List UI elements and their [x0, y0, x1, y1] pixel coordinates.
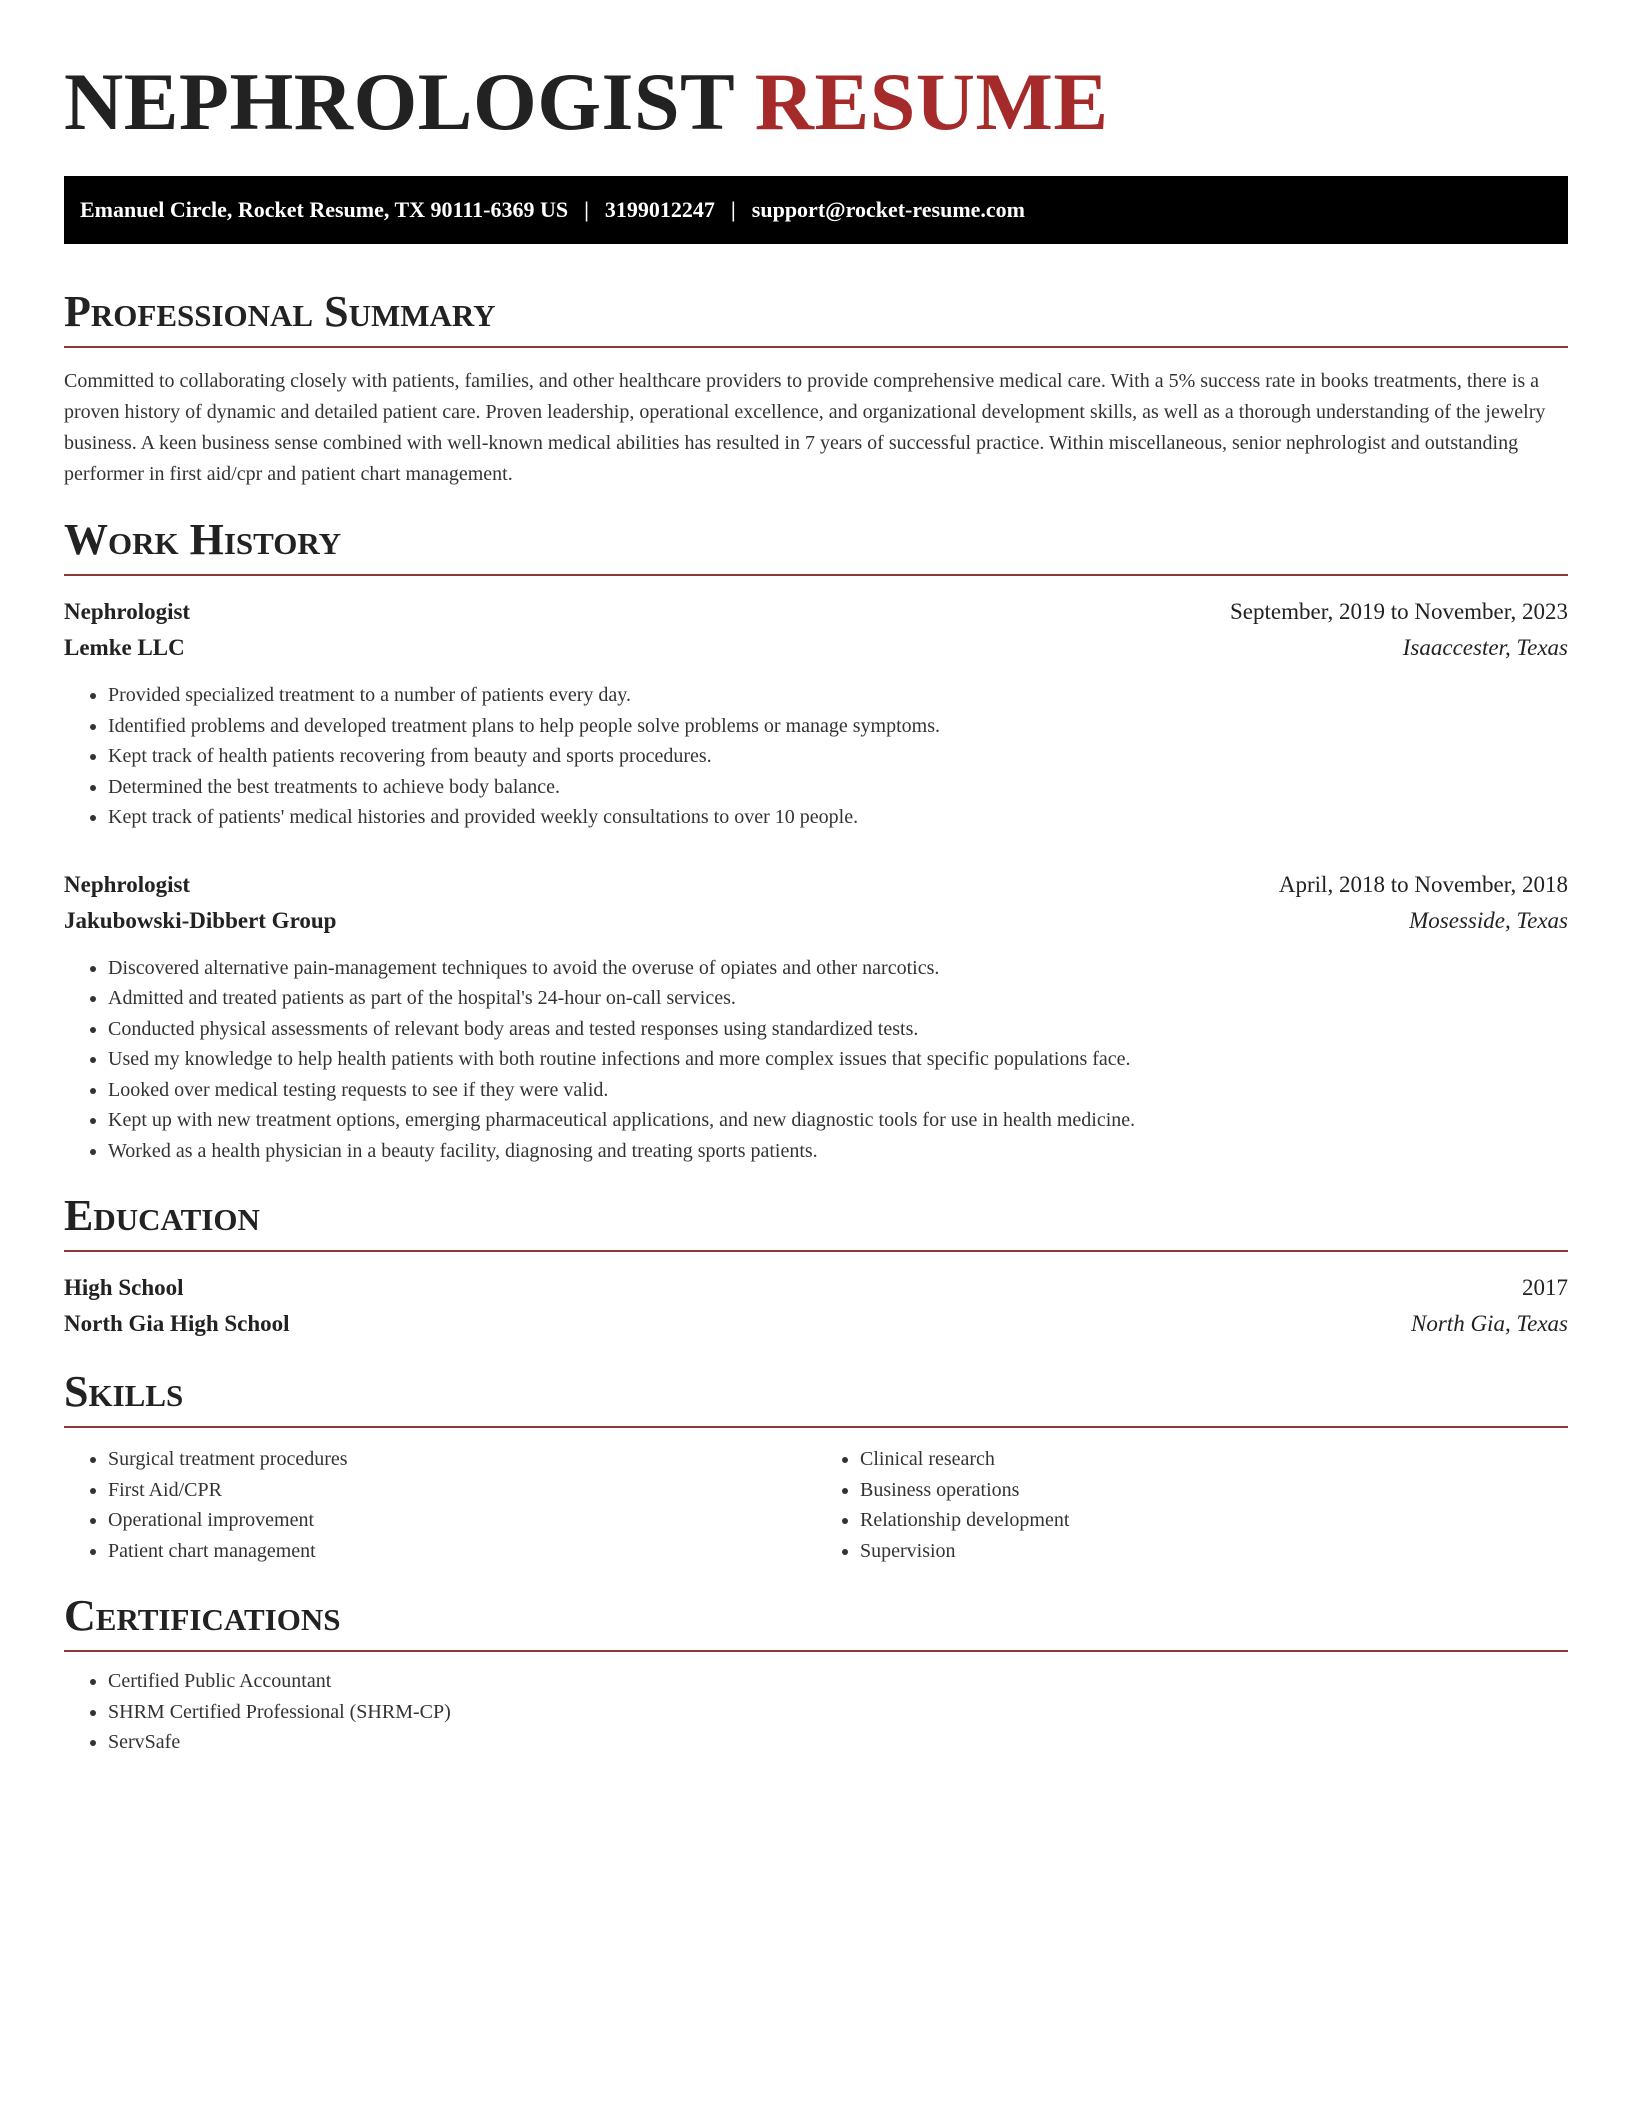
list-item: • Business operations: [860, 1475, 1568, 1506]
summary-text: Committed to collaborating closely with patients, families, and other healthcare providers to provide comprehensive medical care. With a 5% success rate in books treatments, there is a proven history of dynamic and detailed patient care. Proven leadership, operational excellence, and organizational development skills, as well as a thorough understanding of the jewelry business. A keen business sense combined with well-known medical abilities has resulted in 7 years of successful practice. Within miscellaneous, senior nephrologist and outstanding performer in first aid/cpr and patient chart management.: [64, 370, 1546, 485]
skills-grid: [64, 1444, 1568, 1566]
skills-list-right: [816, 1444, 1568, 1566]
section-divider: [64, 1250, 1568, 1252]
list-item: • Surgical treatment procedures: [108, 1444, 816, 1475]
job-company-row: [64, 903, 1568, 939]
job-location: Isaaccester, Texas: [1402, 635, 1568, 660]
work-history-heading: Work History: [64, 515, 342, 564]
list-item: • Kept track of health patients recovering from beauty and sports procedures.: [108, 741, 1568, 772]
contact-email: support@rocket-resume.com: [751, 197, 1025, 222]
list-item: • Operational improvement: [108, 1505, 816, 1536]
education-location: North Gia, Texas: [1411, 1311, 1568, 1336]
skills-list-left: [64, 1444, 816, 1566]
job-title: Nephrologist: [64, 871, 191, 897]
job-duties: [64, 953, 1568, 1167]
contact-separator: |: [584, 197, 589, 222]
list-item: • Used my knowledge to help health patients with both routine infections and more complex issues that specific populations face.: [108, 1044, 1568, 1075]
education-heading: Education: [64, 1191, 260, 1240]
section-divider: [64, 1426, 1568, 1428]
job-title: Nephrologist: [64, 599, 191, 624]
contact-address: Emanuel Circle, Rocket Resume, TX 90111-6369 US: [80, 197, 569, 222]
section-divider: [64, 346, 1568, 348]
education-year: 2017: [1522, 1275, 1568, 1300]
contact-separator: |: [730, 197, 736, 222]
list-item: • Clinical research: [860, 1444, 1568, 1475]
summary-section: [64, 288, 1568, 490]
list-item: • Discovered alternative pain-management techniques to avoid the overuse of opiates and other narcotics.: [108, 953, 1568, 984]
job-title-row: [64, 594, 1568, 630]
list-item: • ServSafe: [108, 1727, 1568, 1758]
list-item: • Conducted physical assessments of relevant body areas and tested responses using standardized tests.: [108, 1014, 1568, 1045]
certifications-heading: Certifications: [64, 1591, 341, 1640]
list-item: • Certified Public Accountant: [108, 1666, 1568, 1697]
list-item: • Provided specialized treatment to a number of patients every day.: [108, 680, 1568, 711]
section-divider: [64, 574, 1568, 576]
list-item: • Admitted and treated patients as part of the hospital's 24-hour on-call services.: [108, 983, 1568, 1014]
skills-section: [64, 1368, 1568, 1566]
list-item: • SHRM Certified Professional (SHRM-CP): [108, 1697, 1568, 1728]
list-item: • Identified problems and developed treatment plans to help people solve problems or manage symptoms.: [108, 711, 1568, 742]
title-accent: RESUME: [754, 56, 1109, 147]
list-item: • Kept up with new treatment options, emerging pharmaceutical applications, and new diagnostic tools for use in health medicine.: [108, 1105, 1568, 1136]
list-item: • Relationship development: [860, 1505, 1568, 1536]
list-item: • First Aid/CPR: [108, 1475, 816, 1506]
job-company: Jakubowski-Dibbert Group: [64, 907, 337, 933]
list-item: • Determined the best treatments to achieve body balance.: [108, 772, 1568, 803]
job-entry: [64, 594, 1568, 833]
job-dates: April, 2018 to November, 2018: [1278, 871, 1568, 897]
job-duties: [64, 680, 1568, 833]
resume-title: [64, 52, 1568, 152]
job-company-row: [64, 630, 1568, 666]
list-item: • Kept track of patients' medical histories and provided weekly consultations to over 10 people.: [108, 802, 1568, 833]
education-school-row: [64, 1306, 1568, 1342]
job-location: Mosesside, Texas: [1409, 907, 1568, 933]
list-item: • Patient chart management: [108, 1536, 816, 1567]
education-entry: [64, 1270, 1568, 1342]
education-degree-row: [64, 1270, 1568, 1306]
job-company: Lemke LLC: [64, 635, 185, 660]
job-title-row: [64, 867, 1568, 903]
contact-phone: 3199012247: [604, 197, 715, 222]
job-dates: September, 2019 to November, 2023: [1230, 599, 1568, 624]
work-history-section: [64, 516, 1568, 1166]
list-item: • Looked over medical testing requests to see if they were valid.: [108, 1075, 1568, 1106]
certifications-section: [64, 1592, 1568, 1758]
skills-heading: Skills: [64, 1367, 184, 1416]
list-item: • Worked as a health physician in a beauty facility, diagnosing and treating sports patients.: [108, 1136, 1568, 1167]
list-item: • Supervision: [860, 1536, 1568, 1567]
summary-heading: Professional Summary: [64, 287, 496, 336]
certifications-list: [64, 1666, 1568, 1758]
job-entry: [64, 867, 1568, 1167]
education-section: [64, 1192, 1568, 1342]
education-degree: High School: [64, 1275, 184, 1300]
section-divider: [64, 1650, 1568, 1652]
contact-bar: [64, 176, 1568, 244]
title-main: NEPHROLOGIST: [64, 56, 734, 147]
education-school: North Gia High School: [64, 1311, 290, 1336]
